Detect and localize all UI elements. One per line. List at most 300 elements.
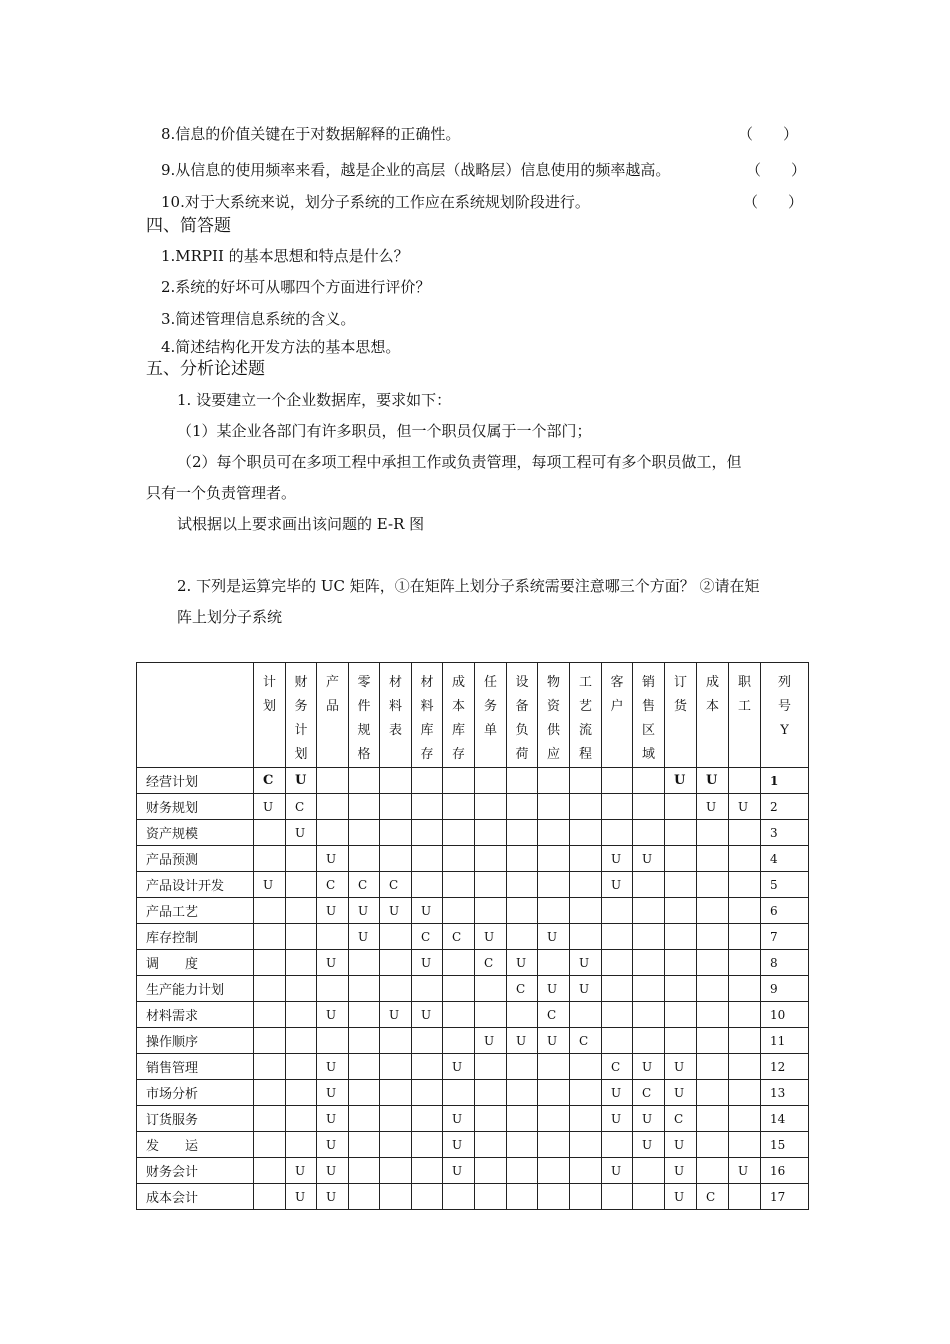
matrix-cell xyxy=(286,1132,317,1158)
matrix-cell xyxy=(697,1080,729,1106)
matrix-cell xyxy=(538,1080,570,1106)
matrix-cell xyxy=(349,794,380,820)
matrix-cell xyxy=(729,1184,761,1210)
matrix-cell xyxy=(254,1028,286,1054)
matrix-cell: U xyxy=(254,872,286,898)
matrix-cell xyxy=(380,1080,412,1106)
matrix-cell xyxy=(475,1080,507,1106)
section-5-p5b: 阵上划分子系统 xyxy=(177,608,283,626)
matrix-cell: C xyxy=(602,1054,633,1080)
matrix-cell xyxy=(380,768,412,794)
matrix-cell xyxy=(475,1184,507,1210)
matrix-cell xyxy=(697,976,729,1002)
matrix-cell: U xyxy=(286,1184,317,1210)
matrix-cell xyxy=(538,898,570,924)
matrix-cell xyxy=(602,820,633,846)
matrix-cell xyxy=(570,794,602,820)
matrix-column-header xyxy=(633,663,665,768)
matrix-cell xyxy=(538,768,570,794)
matrix-cell xyxy=(254,976,286,1002)
matrix-cell xyxy=(349,1184,380,1210)
matrix-cell: U xyxy=(317,1132,349,1158)
section-4-q1: 1.MRPII 的基本思想和特点是什么？ xyxy=(161,247,409,265)
section-5-p4: 试根据以上要求画出该问题的 E-R 图 xyxy=(177,515,425,533)
matrix-cell xyxy=(633,1184,665,1210)
matrix-row xyxy=(137,924,809,950)
matrix-cell: C xyxy=(507,976,538,1002)
matrix-cell: U xyxy=(380,1002,412,1028)
matrix-cell xyxy=(317,820,349,846)
matrix-cell xyxy=(570,1184,602,1210)
matrix-cell xyxy=(729,950,761,976)
matrix-cell: U xyxy=(665,1158,697,1184)
matrix-cell xyxy=(570,898,602,924)
matrix-cell xyxy=(254,1002,286,1028)
matrix-cell xyxy=(665,794,697,820)
matrix-cell xyxy=(443,1002,475,1028)
matrix-cell xyxy=(697,950,729,976)
matrix-cell xyxy=(570,1002,602,1028)
matrix-cell xyxy=(729,898,761,924)
matrix-cell: U xyxy=(380,898,412,924)
matrix-cell xyxy=(729,976,761,1002)
matrix-row-label: 订货服务 xyxy=(137,1106,254,1132)
matrix-row-label: 经营计划 xyxy=(137,768,254,794)
matrix-cell xyxy=(475,898,507,924)
matrix-cell: U xyxy=(443,1054,475,1080)
matrix-cell xyxy=(254,1158,286,1184)
matrix-cell: C xyxy=(697,1184,729,1210)
matrix-cell xyxy=(254,1132,286,1158)
matrix-cell: U xyxy=(570,976,602,1002)
matrix-column-label: 物资供应 xyxy=(547,675,561,762)
matrix-row-number: 15 xyxy=(761,1132,809,1158)
matrix-cell xyxy=(633,976,665,1002)
matrix-cell xyxy=(380,820,412,846)
matrix-cell xyxy=(286,1028,317,1054)
matrix-cell xyxy=(633,1028,665,1054)
matrix-row-number: 3 xyxy=(761,820,809,846)
matrix-cell xyxy=(665,976,697,1002)
matrix-row xyxy=(137,1080,809,1106)
matrix-row-number: 16 xyxy=(761,1158,809,1184)
matrix-cell: U xyxy=(317,1080,349,1106)
matrix-header-row xyxy=(137,663,809,768)
matrix-row-label: 资产规模 xyxy=(137,820,254,846)
matrix-row xyxy=(137,794,809,820)
matrix-cell xyxy=(507,872,538,898)
matrix-cell xyxy=(475,872,507,898)
matrix-cell xyxy=(507,1158,538,1184)
matrix-row xyxy=(137,898,809,924)
matrix-cell: U xyxy=(286,820,317,846)
matrix-cell xyxy=(633,924,665,950)
matrix-cell: C xyxy=(380,872,412,898)
matrix-row-number: 2 xyxy=(761,794,809,820)
section-4-q4: 4.简述结构化开发方法的基本思想。 xyxy=(161,338,401,356)
matrix-cell xyxy=(602,1002,633,1028)
matrix-cell: U xyxy=(633,1054,665,1080)
matrix-cell xyxy=(443,1080,475,1106)
tf-item-9: 9.从信息的使用频率来看，越是企业的高层（战略层）信息使用的频率越高。 xyxy=(161,161,671,179)
matrix-cell xyxy=(254,1054,286,1080)
matrix-cell xyxy=(665,872,697,898)
matrix-cell xyxy=(729,872,761,898)
matrix-cell xyxy=(443,1028,475,1054)
matrix-column-label: 设备负荷 xyxy=(515,675,529,762)
matrix-row xyxy=(137,1054,809,1080)
matrix-cell xyxy=(697,1158,729,1184)
matrix-cell xyxy=(317,976,349,1002)
matrix-column-header xyxy=(317,663,349,768)
matrix-cell xyxy=(729,1106,761,1132)
matrix-row-number: 4 xyxy=(761,846,809,872)
matrix-cell: U xyxy=(443,1132,475,1158)
matrix-cell xyxy=(286,898,317,924)
matrix-cell: U xyxy=(286,1158,317,1184)
matrix-cell xyxy=(349,1028,380,1054)
matrix-cell xyxy=(286,924,317,950)
matrix-row xyxy=(137,976,809,1002)
matrix-cell xyxy=(443,794,475,820)
tf-answer-9[interactable]: （ ） xyxy=(746,161,807,179)
matrix-cell xyxy=(475,976,507,1002)
matrix-cell xyxy=(633,872,665,898)
matrix-cell: U xyxy=(602,846,633,872)
matrix-cell: C xyxy=(412,924,443,950)
matrix-cell xyxy=(475,1132,507,1158)
matrix-cell xyxy=(286,1106,317,1132)
matrix-cell xyxy=(254,950,286,976)
matrix-column-label: 产品 xyxy=(326,675,340,714)
matrix-column-header xyxy=(475,663,507,768)
matrix-cell xyxy=(349,1002,380,1028)
matrix-cell: U xyxy=(633,1132,665,1158)
matrix-cell xyxy=(286,846,317,872)
matrix-cell: U xyxy=(475,924,507,950)
matrix-row-number: 10 xyxy=(761,1002,809,1028)
matrix-column-header xyxy=(697,663,729,768)
matrix-cell xyxy=(286,950,317,976)
matrix-row-label: 生产能力计划 xyxy=(137,976,254,1002)
matrix-cell xyxy=(633,898,665,924)
matrix-column-header xyxy=(412,663,443,768)
matrix-cell xyxy=(602,768,633,794)
matrix-cell xyxy=(602,924,633,950)
matrix-cell xyxy=(665,898,697,924)
matrix-cell xyxy=(412,1184,443,1210)
matrix-cell xyxy=(538,1132,570,1158)
section-4-q3: 3.简述管理信息系统的含义。 xyxy=(161,310,356,328)
tf-answer-10[interactable]: （ ） xyxy=(743,193,804,211)
matrix-cell xyxy=(475,768,507,794)
matrix-row-label: 财务规划 xyxy=(137,794,254,820)
matrix-row-label: 材料需求 xyxy=(137,1002,254,1028)
matrix-cell xyxy=(633,768,665,794)
matrix-cell: C xyxy=(475,950,507,976)
matrix-column-label: 任务单 xyxy=(484,675,498,738)
matrix-row-label: 销售管理 xyxy=(137,1054,254,1080)
matrix-row xyxy=(137,1158,809,1184)
matrix-column-label: 列号Y xyxy=(778,675,792,738)
matrix-cell: U xyxy=(602,1158,633,1184)
matrix-cell: C xyxy=(286,794,317,820)
matrix-cell xyxy=(507,898,538,924)
matrix-cell xyxy=(602,976,633,1002)
matrix-column-header xyxy=(761,663,809,768)
matrix-cell: U xyxy=(349,898,380,924)
matrix-cell xyxy=(729,768,761,794)
matrix-row-number: 9 xyxy=(761,976,809,1002)
matrix-cell xyxy=(633,1002,665,1028)
matrix-cell xyxy=(570,1080,602,1106)
matrix-cell xyxy=(475,1002,507,1028)
matrix-column-header xyxy=(254,663,286,768)
matrix-cell xyxy=(570,1106,602,1132)
matrix-cell: U xyxy=(475,1028,507,1054)
matrix-row-label: 操作顺序 xyxy=(137,1028,254,1054)
matrix-cell: U xyxy=(349,924,380,950)
matrix-cell: U xyxy=(665,1080,697,1106)
matrix-cell xyxy=(602,1184,633,1210)
matrix-cell xyxy=(380,1132,412,1158)
matrix-cell: U xyxy=(570,950,602,976)
matrix-cell: C xyxy=(443,924,475,950)
matrix-cell: U xyxy=(665,768,697,794)
matrix-column-label: 职工 xyxy=(738,675,752,714)
matrix-cell xyxy=(349,1080,380,1106)
matrix-cell xyxy=(570,872,602,898)
matrix-cell xyxy=(538,950,570,976)
matrix-cell: U xyxy=(317,846,349,872)
matrix-cell xyxy=(349,1054,380,1080)
matrix-cell xyxy=(538,1054,570,1080)
matrix-cell xyxy=(697,1106,729,1132)
matrix-cell xyxy=(665,1028,697,1054)
matrix-cell xyxy=(538,872,570,898)
matrix-column-header xyxy=(349,663,380,768)
matrix-cell xyxy=(570,924,602,950)
matrix-cell xyxy=(570,846,602,872)
matrix-cell xyxy=(570,1158,602,1184)
matrix-column-label: 成本库存 xyxy=(452,675,466,762)
matrix-cell xyxy=(254,1106,286,1132)
matrix-cell: U xyxy=(633,1106,665,1132)
matrix-column-label: 订货 xyxy=(674,675,688,714)
matrix-cell xyxy=(697,1132,729,1158)
matrix-cell xyxy=(570,820,602,846)
matrix-cell: U xyxy=(729,1158,761,1184)
matrix-row-label: 产品预测 xyxy=(137,846,254,872)
matrix-cell: U xyxy=(412,1002,443,1028)
matrix-cell: U xyxy=(602,1106,633,1132)
matrix-row-number: 5 xyxy=(761,872,809,898)
matrix-cell xyxy=(665,924,697,950)
matrix-cell: U xyxy=(412,898,443,924)
matrix-corner-cell xyxy=(137,663,254,768)
matrix-row-label: 市场分析 xyxy=(137,1080,254,1106)
matrix-cell: U xyxy=(443,1106,475,1132)
matrix-cell xyxy=(254,1184,286,1210)
matrix-cell: U xyxy=(538,1028,570,1054)
matrix-row-number: 11 xyxy=(761,1028,809,1054)
matrix-cell xyxy=(665,846,697,872)
matrix-cell xyxy=(317,768,349,794)
matrix-cell: U xyxy=(697,794,729,820)
matrix-cell xyxy=(349,976,380,1002)
matrix-row xyxy=(137,768,809,794)
matrix-cell xyxy=(697,1054,729,1080)
matrix-cell: C xyxy=(538,1002,570,1028)
matrix-column-header xyxy=(507,663,538,768)
matrix-cell xyxy=(380,1158,412,1184)
matrix-column-label: 成本 xyxy=(706,675,720,714)
matrix-cell xyxy=(729,1080,761,1106)
matrix-cell: U xyxy=(286,768,317,794)
matrix-cell xyxy=(475,846,507,872)
matrix-cell xyxy=(412,1106,443,1132)
matrix-cell xyxy=(507,1054,538,1080)
matrix-cell xyxy=(254,846,286,872)
matrix-cell xyxy=(412,794,443,820)
matrix-cell xyxy=(380,924,412,950)
matrix-cell xyxy=(538,1106,570,1132)
matrix-cell xyxy=(349,820,380,846)
matrix-cell xyxy=(286,1054,317,1080)
matrix-cell xyxy=(380,976,412,1002)
matrix-cell: U xyxy=(443,1158,475,1184)
matrix-cell xyxy=(349,846,380,872)
matrix-cell xyxy=(443,820,475,846)
matrix-column-label: 客户 xyxy=(610,675,624,714)
section-5-title: 五、分析论述题 xyxy=(146,359,265,379)
matrix-cell: U xyxy=(665,1184,697,1210)
matrix-cell xyxy=(538,846,570,872)
section-4-q2: 2.系统的好坏可从哪四个方面进行评价？ xyxy=(161,278,431,296)
matrix-cell xyxy=(349,1158,380,1184)
matrix-column-label: 计划 xyxy=(263,675,277,714)
matrix-cell xyxy=(475,1106,507,1132)
matrix-cell: U xyxy=(317,1106,349,1132)
matrix-cell: C xyxy=(317,872,349,898)
matrix-cell: U xyxy=(317,1184,349,1210)
tf-answer-8[interactable]: （ ） xyxy=(738,125,799,143)
matrix-cell: C xyxy=(254,768,286,794)
matrix-cell: U xyxy=(317,950,349,976)
matrix-cell xyxy=(507,768,538,794)
matrix-cell: U xyxy=(538,924,570,950)
matrix-row xyxy=(137,820,809,846)
matrix-cell xyxy=(697,872,729,898)
matrix-cell: U xyxy=(412,950,443,976)
matrix-cell xyxy=(412,846,443,872)
matrix-column-label: 工艺流程 xyxy=(579,675,593,762)
matrix-cell xyxy=(602,950,633,976)
matrix-cell xyxy=(317,794,349,820)
matrix-row-number: 7 xyxy=(761,924,809,950)
matrix-column-label: 材料库存 xyxy=(420,675,434,762)
matrix-cell xyxy=(570,1054,602,1080)
matrix-cell xyxy=(507,924,538,950)
section-5-p5a: 2. 下列是运算完毕的 UC 矩阵，①在矩阵上划分子系统需要注意哪三个方面？ ②请在矩 xyxy=(177,577,760,595)
matrix-cell xyxy=(665,950,697,976)
matrix-row-label: 财务会计 xyxy=(137,1158,254,1184)
matrix-cell xyxy=(254,1080,286,1106)
matrix-cell xyxy=(729,1054,761,1080)
matrix-cell xyxy=(697,1028,729,1054)
section-5-p1: 1. 设要建立一个企业数据库，要求如下： xyxy=(177,391,452,409)
matrix-cell xyxy=(697,898,729,924)
matrix-row-label: 成本会计 xyxy=(137,1184,254,1210)
matrix-column-header xyxy=(443,663,475,768)
matrix-cell xyxy=(602,898,633,924)
matrix-cell xyxy=(602,1132,633,1158)
matrix-cell xyxy=(538,1158,570,1184)
matrix-column-label: 销售区域 xyxy=(642,675,656,762)
matrix-cell xyxy=(729,820,761,846)
matrix-column-label: 零件规格 xyxy=(357,675,371,762)
matrix-cell: C xyxy=(349,872,380,898)
matrix-cell xyxy=(380,1184,412,1210)
matrix-cell: U xyxy=(507,1028,538,1054)
matrix-cell xyxy=(729,1028,761,1054)
matrix-row-number: 1 xyxy=(761,768,809,794)
matrix-cell xyxy=(254,898,286,924)
matrix-cell xyxy=(254,820,286,846)
matrix-row-number: 14 xyxy=(761,1106,809,1132)
matrix-cell: U xyxy=(602,1080,633,1106)
matrix-cell: U xyxy=(697,768,729,794)
matrix-cell xyxy=(570,768,602,794)
matrix-row xyxy=(137,1106,809,1132)
matrix-column-header xyxy=(380,663,412,768)
matrix-cell xyxy=(286,1080,317,1106)
matrix-cell xyxy=(507,1080,538,1106)
matrix-cell xyxy=(507,820,538,846)
matrix-cell xyxy=(633,1158,665,1184)
matrix-cell xyxy=(380,1106,412,1132)
matrix-cell xyxy=(475,1158,507,1184)
matrix-cell xyxy=(412,1158,443,1184)
matrix-cell xyxy=(412,1028,443,1054)
matrix-cell: C xyxy=(665,1106,697,1132)
matrix-column-label: 财务计划 xyxy=(294,675,308,762)
matrix-cell xyxy=(380,846,412,872)
matrix-cell xyxy=(412,1080,443,1106)
matrix-row xyxy=(137,1002,809,1028)
matrix-cell xyxy=(443,872,475,898)
matrix-row xyxy=(137,872,809,898)
matrix-cell xyxy=(286,976,317,1002)
matrix-cell xyxy=(412,1132,443,1158)
matrix-cell xyxy=(697,846,729,872)
matrix-column-header xyxy=(665,663,697,768)
matrix-column-header xyxy=(538,663,570,768)
matrix-cell xyxy=(729,1002,761,1028)
matrix-cell xyxy=(380,950,412,976)
section-5-p3b: 只有一个负责管理者。 xyxy=(146,484,297,502)
matrix-cell xyxy=(729,1132,761,1158)
matrix-cell xyxy=(697,1002,729,1028)
matrix-cell: U xyxy=(633,846,665,872)
matrix-cell xyxy=(507,794,538,820)
matrix-cell xyxy=(412,872,443,898)
matrix-cell xyxy=(254,924,286,950)
matrix-cell xyxy=(317,924,349,950)
tf-item-10: 10.对于大系统来说，划分子系统的工作应在系统规划阶段进行。 xyxy=(161,193,590,211)
matrix-cell: U xyxy=(665,1132,697,1158)
section-4-title: 四、简答题 xyxy=(146,216,231,236)
